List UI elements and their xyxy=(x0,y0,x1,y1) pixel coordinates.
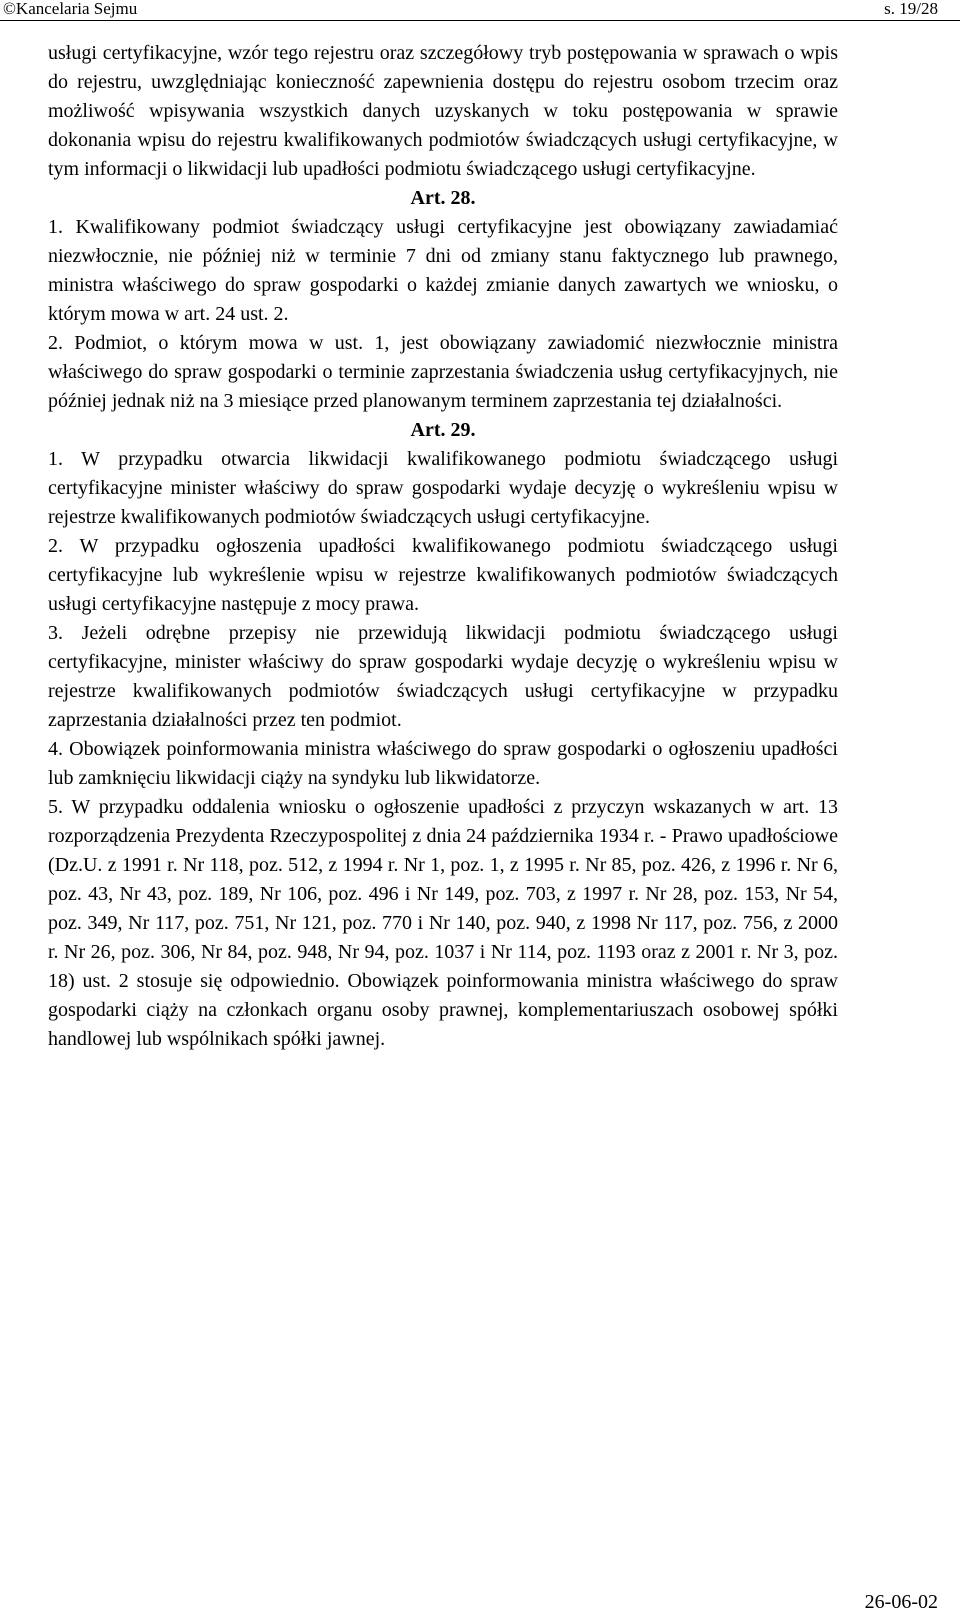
article-29-paragraph-3: 3. Jeżeli odrębne przepisy nie przewidują likwidacji podmiotu świadczącego usługi certyfikacyjne, minister właściwy do spraw gospodarki wydaje decyzję o wykreśleniu wpisu w rejestrze kwalifikowanych podmiotów świadczących usługi certyfikacyjne w przypadku zaprzestania działalności przez ten podmiot. xyxy=(48,622,838,731)
article-29-paragraph-1: 1. W przypadku otwarcia likwidacji kwalifikowanego podmiotu świadczącego usługi certyfikacyjne minister właściwy do spraw gospodarki wydaje decyzję o wykreśleniu wpisu w rejestrze kwalifikowanych podmiotów świadczących usługi certyfikacyjne. xyxy=(48,448,838,528)
article-28-title: Art. 28. xyxy=(410,187,476,209)
header-copyright: ©Kancelaria Sejmu xyxy=(3,0,138,18)
article-28-paragraph-2: 2. Podmiot, o którym mowa w ust. 1, jest obowiązany zawiadomić niezwłocznie ministra właściwego do spraw gospodarki o terminie zaprzestania świadczenia usług certyfikacyjnych, nie później jednak niż na 3 miesiące przed planowanym terminem zaprzestania tej działalności. xyxy=(48,332,838,412)
page-header xyxy=(0,0,960,21)
header-page-number: s. 19/28 xyxy=(884,0,938,18)
continuation-paragraph: usługi certyfikacyjne, wzór tego rejestru oraz szczegółowy tryb postępowania w sprawach o wpis do rejestru, uwzględniając konieczność zapewnienia dostępu do rejestru osobom trzecim oraz możliwość wpisywania wszystkich danych uzyskanych w toku postępowania w sprawie dokonania wpisu do rejestru kwalifikowanych podmiotów świadczących usługi certyfikacyjne, w tym informacji o likwidacji lub upadłości podmiotu świadczącego usługi certyfikacyjne. xyxy=(48,42,838,180)
document-body xyxy=(48,39,838,1054)
article-28-paragraph-1: 1. Kwalifikowany podmiot świadczący usługi certyfikacyjne jest obowiązany zawiadamiać niezwłocznie, nie później niż w terminie 7 dni od zmiany stanu faktycznego lub prawnego, ministra właściwego do spraw gospodarki o każdej zmianie danych zawartych we wniosku, o którym mowa w art. 24 ust. 2. xyxy=(48,216,838,325)
article-29-paragraph-4: 4. Obowiązek poinformowania ministra właściwego do spraw gospodarki o ogłoszeniu upadłości lub zamknięciu likwidacji ciąży na syndyku lub likwidatorze. xyxy=(48,738,838,789)
article-29-title: Art. 29. xyxy=(410,419,476,441)
page-footer-date: 26-06-02 xyxy=(864,1591,938,1613)
article-29-paragraph-5: 5. W przypadku oddalenia wniosku o ogłoszenie upadłości z przyczyn wskazanych w art. 13 rozporządzenia Prezydenta Rzeczypospolitej z dnia 24 października 1934 r. - Prawo upadłościowe (Dz.U. z 1991 r. Nr 118, poz. 512, z 1994 r. Nr 1, poz. 1, z 1995 r. Nr 85, poz. 426, z 1996 r. Nr 6, poz. 43, Nr 43, poz. 189, Nr 106, poz. 496 i Nr 149, poz. 703, z 1997 r. Nr 28, poz. 153, Nr 54, poz. 349, Nr 117, poz. 751, Nr 121, poz. 770 i Nr 140, poz. 940, z 1998 Nr 117, poz. 756, z 2000 r. Nr 26, poz. 306, Nr 84, poz. 948, Nr 94, poz. 1037 i Nr 114, poz. 1193 oraz z 2001 r. Nr 3, poz. 18) ust. 2 stosuje się odpowiednio. Obowiązek poinformowania ministra właściwego do spraw gospodarki ciąży na członkach organu osoby prawnej, komplementariuszach osobowej spółki handlowej lub wspólnikach spółki jawnej. xyxy=(48,796,838,1050)
article-29-paragraph-2: 2. W przypadku ogłoszenia upadłości kwalifikowanego podmiotu świadczącego usługi certyfikacyjne lub wykreślenie wpisu w rejestrze kwalifikowanych podmiotów świadczących usługi certyfikacyjne następuje z mocy prawa. xyxy=(48,535,838,615)
